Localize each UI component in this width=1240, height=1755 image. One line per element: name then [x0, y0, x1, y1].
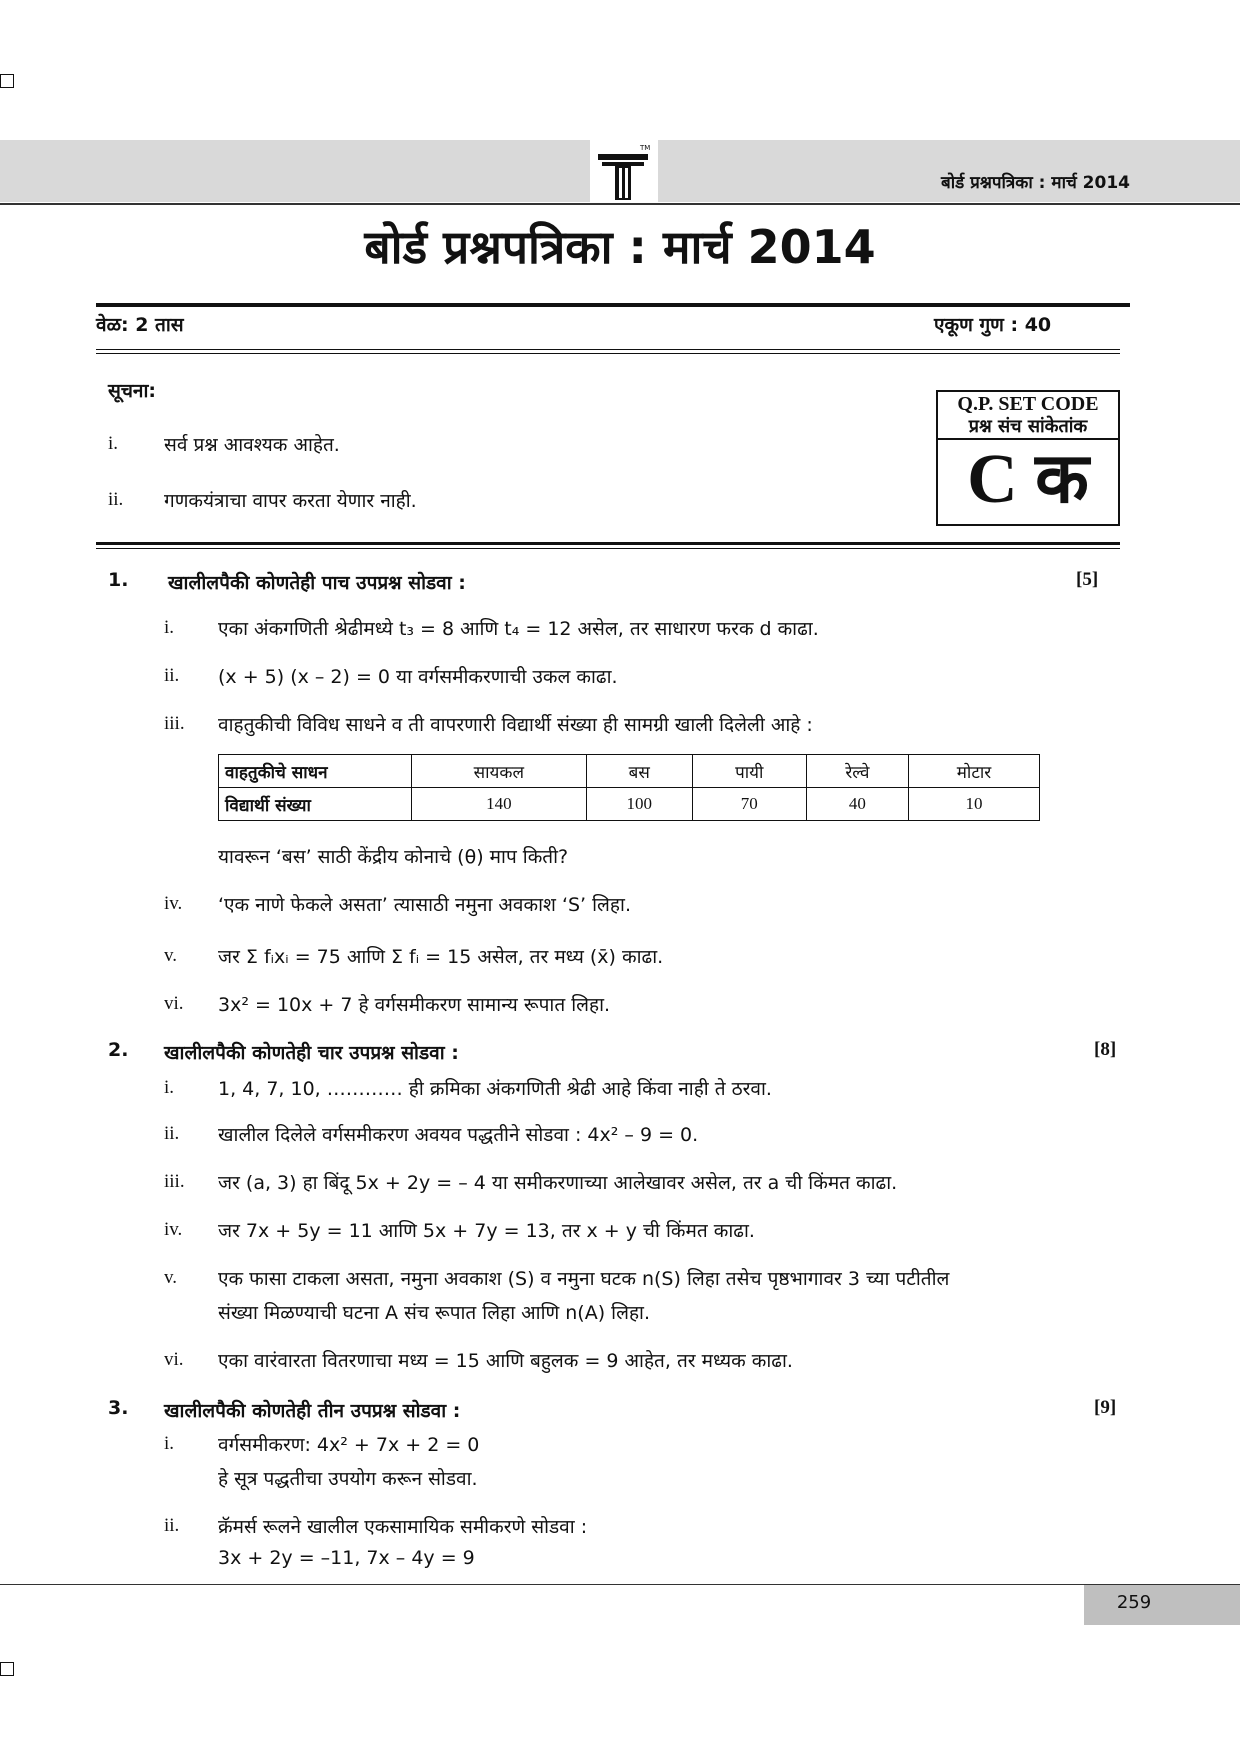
page-title: बोर्ड प्रश्नपत्रिका : मार्च 2014	[364, 220, 876, 274]
subquestion-num: v.	[164, 1267, 178, 1288]
subquestion-num: ii.	[164, 1515, 180, 1536]
table-cell: पायी	[692, 755, 806, 788]
question-marks: [5]	[1076, 569, 1099, 590]
instruction-text: गणकयंत्राचा वापर करता येणार नाही.	[164, 490, 417, 512]
subquestion-num: ii.	[164, 1123, 180, 1144]
set-code-marathi-label: प्रश्न संच सांकेतांक	[938, 416, 1118, 440]
question-number: 3.	[108, 1397, 129, 1419]
table-cell: 140	[412, 788, 587, 821]
exam-time: वेळ: 2 तास	[96, 314, 184, 336]
question-heading: खालीलपैकी कोणतेही चार उपप्रश्न सोडवा :	[164, 1042, 459, 1064]
subquestion-num: iv.	[164, 893, 183, 914]
instruction-num: i.	[108, 433, 119, 454]
page-number: 259	[1116, 1592, 1152, 1613]
subquestion-num: iii.	[164, 713, 185, 734]
subquestion-text-continued: हे सूत्र पद्धतीचा उपयोग करून सोडवा.	[218, 1468, 478, 1490]
set-code-box	[936, 390, 1120, 526]
subquestion-num: i.	[164, 1077, 175, 1098]
question-marks: [9]	[1094, 1397, 1117, 1418]
table-cell: 100	[586, 788, 692, 821]
set-code-value: C क	[967, 441, 1089, 518]
subquestion-text: खालील दिलेले वर्गसमीकरण अवयव पद्धतीने सोडवा : 4x² – 9 = 0.	[218, 1124, 699, 1146]
instruction-num: ii.	[108, 489, 124, 510]
subquestion-text: क्रॅमर्स रूलने खालील एकसामायिक समीकरणे सोडवा :	[218, 1516, 588, 1538]
table-cell: बस	[586, 755, 692, 788]
subquestion-text: एक फासा टाकला असता, नमुना अवकाश (S) व नमुना घटक n(S) लिहा तसेच पृष्ठभागावर 3 च्या पटीतील	[218, 1268, 950, 1290]
subquestion-num: ii.	[164, 665, 180, 686]
subquestion-num: i.	[164, 1433, 175, 1454]
instructions-heading: सूचना:	[108, 380, 156, 402]
subquestion-num: iv.	[164, 1219, 183, 1240]
section-rule-2	[96, 548, 1120, 549]
subquestion-num: v.	[164, 945, 178, 966]
subquestion-num: vi.	[164, 1349, 184, 1370]
subquestion-num: vi.	[164, 993, 184, 1014]
meta-rule-1	[96, 349, 1120, 350]
table-cell: विद्यार्थी संख्या	[219, 788, 412, 821]
table-cell: मोटार	[909, 755, 1040, 788]
question-number: 2.	[108, 1039, 129, 1061]
subquestion-text: ‘एक नाणे फेकले असता’ त्यासाठी नमुना अवकाश ‘S’ लिहा.	[218, 894, 631, 916]
title-rule	[96, 303, 1130, 307]
set-code-label: Q.P. SET CODE	[957, 393, 1099, 415]
subquestion-text: जर (a, 3) हा बिंदू 5x + 2y = – 4 या समीकरणाच्या आलेखावर असेल, तर a ची किंमत काढा.	[218, 1172, 898, 1194]
subquestion-text-continued: संख्या मिळण्याची घटना A संच रूपात लिहा आणि n(A) लिहा.	[218, 1302, 651, 1324]
question-marks: [8]	[1094, 1039, 1117, 1060]
subquestion-text: जर Σ fᵢxᵢ = 75 आणि Σ fᵢ = 15 असेल, तर मध्य (x̄) काढा.	[218, 946, 664, 968]
subquestion-text: वर्गसमीकरण: 4x² + 7x + 2 = 0	[218, 1434, 480, 1456]
subquestion-text: वाहतुकीची विविध साधने व ती वापरणारी विद्यार्थी संख्या ही सामग्री खाली दिलेली आहे :	[218, 714, 813, 736]
subquestion-text: 1, 4, 7, 10, ………… ही क्रमिका अंकगणिती श्रेढी आहे किंवा नाही ते ठरवा.	[218, 1078, 772, 1100]
question-heading: खालीलपैकी कोणतेही पाच उपप्रश्न सोडवा :	[168, 572, 466, 594]
logo-tm: TM	[640, 144, 651, 152]
question-number: 1.	[108, 569, 129, 591]
subquestion-num: i.	[164, 617, 175, 638]
table-cell: वाहतुकीचे साधन	[219, 755, 412, 788]
table-cell: 40	[806, 788, 908, 821]
subquestion-text: एका वारंवारता वितरणाचा मध्य = 15 आणि बहुलक = 9 आहेत, तर मध्यक काढा.	[218, 1350, 793, 1372]
subquestion-text: (x + 5) (x – 2) = 0 या वर्गसमीकरणाची उकल काढा.	[218, 666, 618, 688]
table-cell: 10	[909, 788, 1040, 821]
subquestion-num: iii.	[164, 1171, 185, 1192]
question-heading: खालीलपैकी कोणतेही तीन उपप्रश्न सोडवा :	[164, 1400, 461, 1422]
subquestion-text: जर 7x + 5y = 11 आणि 5x + 7y = 13, तर x + y ची किंमत काढा.	[218, 1220, 755, 1242]
table-cell: रेल्वे	[806, 755, 908, 788]
subquestion-text-continued: 3x + 2y = –11, 7x – 4y = 9	[218, 1547, 475, 1569]
pillar-logo-icon	[590, 140, 658, 202]
transport-table	[218, 754, 1040, 821]
header-divider	[0, 203, 1240, 205]
footer-divider	[0, 1584, 1240, 1585]
subquestion-text: 3x² = 10x + 7 हे वर्गसमीकरण सामान्य रूपात लिहा.	[218, 994, 611, 1016]
total-marks: एकूण गुण : 40	[934, 314, 1052, 336]
table-row	[219, 788, 1040, 821]
meta-rule-2	[96, 353, 1120, 354]
table-question: यावरून ‘बस’ साठी केंद्रीय कोनाचे (θ) माप किती?	[218, 846, 569, 868]
subquestion-text: एका अंकगणिती श्रेढीमध्ये t₃ = 8 आणि t₄ = 12 असेल, तर साधारण फरक d काढा.	[218, 618, 819, 640]
crop-mark-top	[0, 74, 14, 88]
crop-mark-bottom	[0, 1662, 14, 1676]
table-cell: सायकल	[412, 755, 587, 788]
section-rule-1	[96, 542, 1120, 545]
table-row	[219, 755, 1040, 788]
publisher-logo	[590, 140, 658, 202]
table-cell: 70	[692, 788, 806, 821]
running-header-title: बोर्ड प्रश्नपत्रिका : मार्च 2014	[941, 173, 1130, 193]
instruction-text: सर्व प्रश्न आवश्यक आहेत.	[164, 434, 340, 456]
